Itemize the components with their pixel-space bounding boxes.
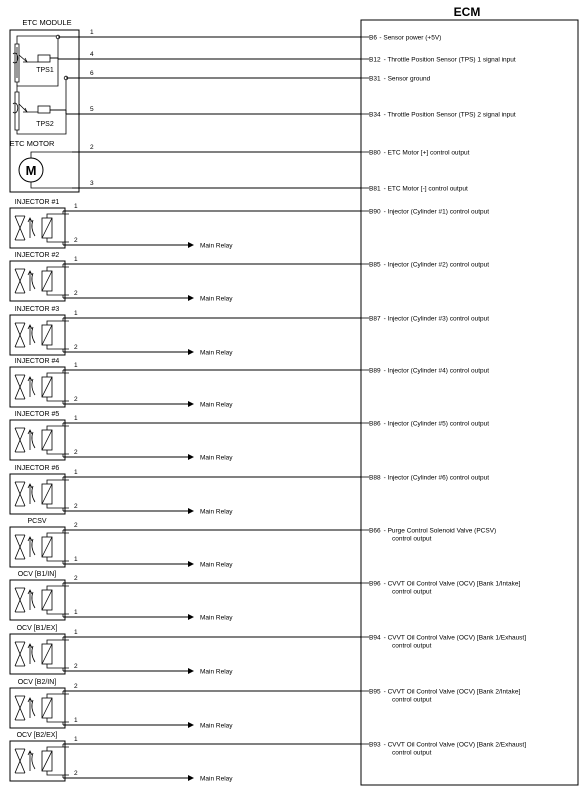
arrow-head — [188, 242, 194, 248]
tps2-label: TPS2 — [36, 121, 54, 128]
terminal-code: B12 — [369, 56, 381, 64]
terminal-description: control output — [392, 696, 432, 704]
terminal-code: B80 — [369, 149, 381, 157]
relay-label: Main Relay — [200, 401, 233, 409]
valve-symbol — [15, 216, 25, 240]
terminal-description: - CVVT Oil Control Valve (OCV) [Bank 2/Intake] — [383, 688, 521, 696]
actuator-2 — [10, 252, 489, 303]
valve-symbol — [15, 269, 25, 293]
terminal-description: - Purge Control Solenoid Valve (PCSV) — [383, 527, 497, 535]
pin-number: 4 — [90, 51, 94, 58]
actuator-5 — [10, 411, 489, 462]
terminal-code: B88 — [369, 474, 381, 482]
relay-label: Main Relay — [200, 668, 233, 676]
valve-symbol — [15, 535, 25, 559]
terminal-description: - ETC Motor [+] control output — [383, 149, 470, 157]
terminal-code: B6 — [369, 34, 377, 42]
etc-motor — [19, 158, 43, 182]
terminal-description: - Sensor ground — [383, 75, 431, 83]
pin-number: 2 — [90, 144, 94, 151]
terminal-description: - Throttle Position Sensor (TPS) 2 signal input — [383, 111, 516, 119]
terminal-description: control output — [392, 588, 432, 596]
pin-number: 1 — [90, 29, 94, 36]
terminal-code: B86 — [369, 420, 381, 428]
motor-symbol: M — [25, 163, 37, 178]
relay-label: Main Relay — [200, 561, 233, 569]
actuator-title: PCSV — [27, 518, 47, 525]
actuator-title: INJECTOR #5 — [14, 411, 60, 418]
pin-number: 1 — [74, 736, 78, 743]
terminal-code: B31 — [369, 75, 381, 83]
pin-number: 1 — [74, 609, 78, 616]
etc-connection-b34 — [50, 106, 516, 119]
etc-wires — [50, 29, 516, 193]
relay-label: Main Relay — [200, 349, 233, 357]
actuator-title: INJECTOR #3 — [14, 306, 60, 313]
terminal-code: B34 — [369, 111, 381, 119]
terminal-description: - CVVT Oil Control Valve (OCV) [Bank 2/Exhaust] — [383, 741, 527, 749]
actuator-4 — [10, 358, 489, 409]
terminal-description: control output — [392, 642, 432, 650]
tps2-sensor — [13, 92, 66, 130]
terminal-code: B85 — [369, 261, 381, 269]
terminal-code: B95 — [369, 688, 381, 696]
pin-number: 2 — [74, 522, 78, 529]
pin-number: 1 — [74, 556, 78, 563]
arrow-head — [188, 401, 194, 407]
pin-number: 1 — [74, 203, 78, 210]
actuator-title: INJECTOR #2 — [14, 252, 60, 259]
valve-symbol — [15, 323, 25, 347]
pin-number: 2 — [74, 396, 78, 403]
tps1-label: TPS1 — [36, 67, 54, 74]
terminal-code: B81 — [369, 185, 381, 193]
pin-number: 2 — [74, 575, 78, 582]
ecm-box — [361, 20, 578, 785]
pin-number: 1 — [74, 469, 78, 476]
tps1-sensor — [13, 44, 58, 82]
actuator-1 — [10, 199, 489, 250]
etc-module — [10, 18, 79, 192]
actuator-11 — [10, 732, 526, 783]
relay-label: Main Relay — [200, 722, 233, 730]
relay-label: Main Relay — [200, 454, 233, 462]
pin-number: 2 — [74, 503, 78, 510]
pin-number: 1 — [74, 362, 78, 369]
arrow-head — [188, 454, 194, 460]
terminal-description: - ETC Motor [-] control output — [383, 185, 468, 193]
relay-label: Main Relay — [200, 614, 233, 622]
pin-number: 2 — [74, 663, 78, 670]
terminal-description: control output — [392, 535, 432, 543]
relay-label: Main Relay — [200, 242, 233, 250]
arrow-head — [188, 668, 194, 674]
arrow-head — [188, 508, 194, 514]
valve-symbol — [15, 588, 25, 612]
arrow-head — [188, 722, 194, 728]
pin-number: 1 — [74, 629, 78, 636]
etc-connection-b12 — [50, 51, 516, 64]
relay-label: Main Relay — [200, 775, 233, 783]
valve-symbol — [15, 375, 25, 399]
terminal-description: - Sensor power (+5V) — [379, 34, 442, 42]
terminal-description: - Throttle Position Sensor (TPS) 1 signal input — [383, 56, 516, 64]
terminal-description: - Injector (Cylinder #2) control output — [383, 261, 490, 269]
etc-connection-b31 — [66, 70, 431, 83]
pin-number: 2 — [74, 237, 78, 244]
pin-number: 3 — [90, 180, 94, 187]
arrow-head — [188, 295, 194, 301]
arrow-head — [188, 775, 194, 781]
terminal-description: - CVVT Oil Control Valve (OCV) [Bank 1/Intake] — [383, 580, 521, 588]
actuator-title: OCV [B1/IN] — [17, 571, 57, 578]
actuator-group — [10, 199, 526, 783]
terminal-code: B89 — [369, 367, 381, 375]
arrow-head — [188, 614, 194, 620]
pin-number: 6 — [90, 70, 94, 77]
actuator-6 — [10, 465, 489, 516]
pin-number: 1 — [74, 310, 78, 317]
etc-connection-b81 — [72, 180, 468, 193]
pin-number: 1 — [74, 256, 78, 263]
actuator-title: OCV [B2/IN] — [17, 679, 57, 686]
terminal-description: - CVVT Oil Control Valve (OCV) [Bank 1/Exhaust] — [383, 634, 527, 642]
actuator-9 — [10, 625, 526, 676]
actuator-10 — [10, 679, 520, 730]
terminal-description: - Injector (Cylinder #3) control output — [383, 315, 490, 323]
arrow-head — [188, 349, 194, 355]
terminal-code: B90 — [369, 208, 381, 216]
actuator-7 — [10, 518, 496, 569]
terminal-code: B96 — [369, 580, 381, 588]
ecm-title: ECM — [453, 5, 481, 19]
actuator-title: OCV [B1/EX] — [16, 625, 58, 632]
pin-number: 2 — [74, 683, 78, 690]
valve-symbol — [15, 749, 25, 773]
terminal-code: B87 — [369, 315, 381, 323]
pin-number: 1 — [74, 717, 78, 724]
pin-number: 2 — [74, 770, 78, 777]
actuator-8 — [10, 571, 520, 622]
pin-number: 2 — [74, 344, 78, 351]
terminal-description: - Injector (Cylinder #6) control output — [383, 474, 490, 482]
pin-number: 5 — [90, 106, 94, 113]
valve-symbol — [15, 428, 25, 452]
actuator-title: OCV [B2/EX] — [16, 732, 58, 739]
terminal-code: B93 — [369, 741, 381, 749]
actuator-title: INJECTOR #1 — [14, 199, 60, 206]
relay-label: Main Relay — [200, 508, 233, 516]
etc-motor-title: ETC MOTOR — [9, 139, 55, 148]
terminal-description: - Injector (Cylinder #4) control output — [383, 367, 490, 375]
actuator-3 — [10, 306, 489, 357]
pin-number: 2 — [74, 290, 78, 297]
etc-module-box — [10, 30, 79, 192]
etc-connection-b6 — [58, 29, 441, 42]
valve-symbol — [15, 482, 25, 506]
terminal-code: B66 — [369, 527, 381, 535]
terminal-description: - Injector (Cylinder #5) control output — [383, 420, 490, 428]
pin-number: 1 — [74, 415, 78, 422]
terminal-description: control output — [392, 749, 432, 757]
actuator-title: INJECTOR #4 — [14, 358, 60, 365]
valve-symbol — [15, 642, 25, 666]
etc-connection-b80 — [72, 144, 470, 157]
terminal-code: B94 — [369, 634, 381, 642]
actuator-title: INJECTOR #6 — [14, 465, 60, 472]
valve-symbol — [15, 696, 25, 720]
terminal-description: - Injector (Cylinder #1) control output — [383, 208, 490, 216]
pin-number: 2 — [74, 449, 78, 456]
relay-label: Main Relay — [200, 295, 233, 303]
arrow-head — [188, 561, 194, 567]
etc-module-title: ETC MODULE — [22, 18, 72, 27]
